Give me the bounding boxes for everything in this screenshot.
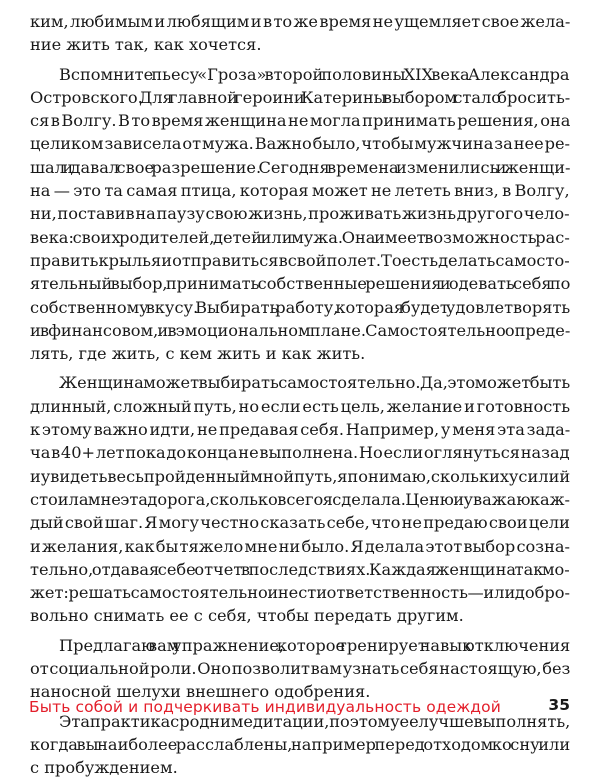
text-line: шал и давал свое разрешение. Сегодня времена изменились и женщи- bbox=[30, 157, 571, 177]
text-line: дый свой шаг. Я могу честно сказать себе, что не предаю свои цели bbox=[30, 513, 570, 533]
text-line: и в финансовом, и в эмоциональном плане. Самостоятельно опреде- bbox=[30, 320, 571, 340]
text-line: Предлагаю вам упражнение, которое тренирует навык отключения bbox=[59, 635, 571, 655]
text-line: вольно снимать ее с себя, чтобы передать другим. bbox=[30, 606, 464, 626]
text-line: наносной шелухи внешнего одобрения. bbox=[30, 682, 371, 702]
body-text bbox=[30, 10, 570, 780]
text-line: ча в 40+ лет пока до конца не выполнена. Но если оглянуться назад bbox=[30, 443, 570, 463]
text-line: Женщина может выбирать самостоятельно. Да, это может быть bbox=[59, 373, 571, 393]
text-line: целиком зависела от мужа. Важно было, чтобы мужчина за нее ре- bbox=[30, 134, 571, 154]
text-line: ким, любимым и любящим и в то же время не ущемляет свое жела- bbox=[30, 12, 571, 31]
text-line: жет: решать самостоятельно и нести ответственность — или добро- bbox=[30, 583, 570, 603]
paragraph bbox=[30, 10, 570, 57]
text-line: на — это та самая птица, которая может не лететь вниз, в Волгу, bbox=[30, 181, 570, 201]
paragraph bbox=[30, 634, 570, 704]
text-line: к этому важно идти, не предавая себя. Например, у меня эта зада- bbox=[30, 420, 571, 440]
text-line: ся в Волгу. В то время женщина не могла принимать решения, она bbox=[30, 111, 571, 131]
paragraph bbox=[30, 710, 570, 780]
text-line: и увидеть весь пройденный мной путь, я понимаю, скольких усилий bbox=[30, 466, 571, 486]
text-line: тельно, отдавая себе отчет в последствиях. Каждая женщина так мо- bbox=[30, 559, 570, 579]
text-line: Эта практика сродни медитации, поэтому ее лучше выполнять, bbox=[59, 711, 571, 731]
chapter-running-title: Быть собой и подчеркивать индивидуальность одеждой bbox=[29, 698, 501, 716]
text-line: ние жить так, как хочется. bbox=[30, 35, 262, 55]
page-number: 35 bbox=[548, 696, 570, 714]
text-line: и желания, как бы тяжело мне ни было. Я делала этот выбор созна- bbox=[30, 536, 571, 556]
text-line: стоила мне эта дорога, сколько всего я сделала. Ценю и уважаю каж- bbox=[30, 489, 570, 509]
text-line: править крылья и отправиться в свой полет. То есть делать самосто- bbox=[30, 250, 570, 270]
text-line: ни, поставив на паузу свою жизнь, проживать жизнь другого чело- bbox=[30, 204, 570, 224]
text-line: лять, где жить, с кем жить и как жить. bbox=[30, 344, 366, 364]
text-line: Вспомните пьесу «Гроза» второй половины XIX века Александра bbox=[59, 64, 570, 84]
text-line: века: своих родителей, детей или мужа. Она имеет возможность рас- bbox=[30, 227, 570, 247]
paragraph bbox=[30, 371, 570, 627]
paragraph bbox=[30, 63, 570, 366]
text-line: Островского. Для главной героини Катерины выбором стало бросить- bbox=[30, 87, 571, 107]
text-line: длинный, сложный путь, но если есть цель, желание и готовность bbox=[30, 396, 571, 416]
text-line: ятельный выбор, принимать собственные решения и одевать себя по bbox=[30, 274, 571, 294]
text-line: когда вы наиболее расслаблены, например перед отходом ко сну или bbox=[30, 734, 571, 754]
text-line: от социальной роли. Оно позволит вам узнать себя настоящую, без bbox=[30, 659, 571, 679]
text-line: с пробуждением. bbox=[30, 758, 178, 778]
text-line: собственному вкусу. Выбирать работу, которая будет удовлетворять bbox=[30, 297, 571, 317]
